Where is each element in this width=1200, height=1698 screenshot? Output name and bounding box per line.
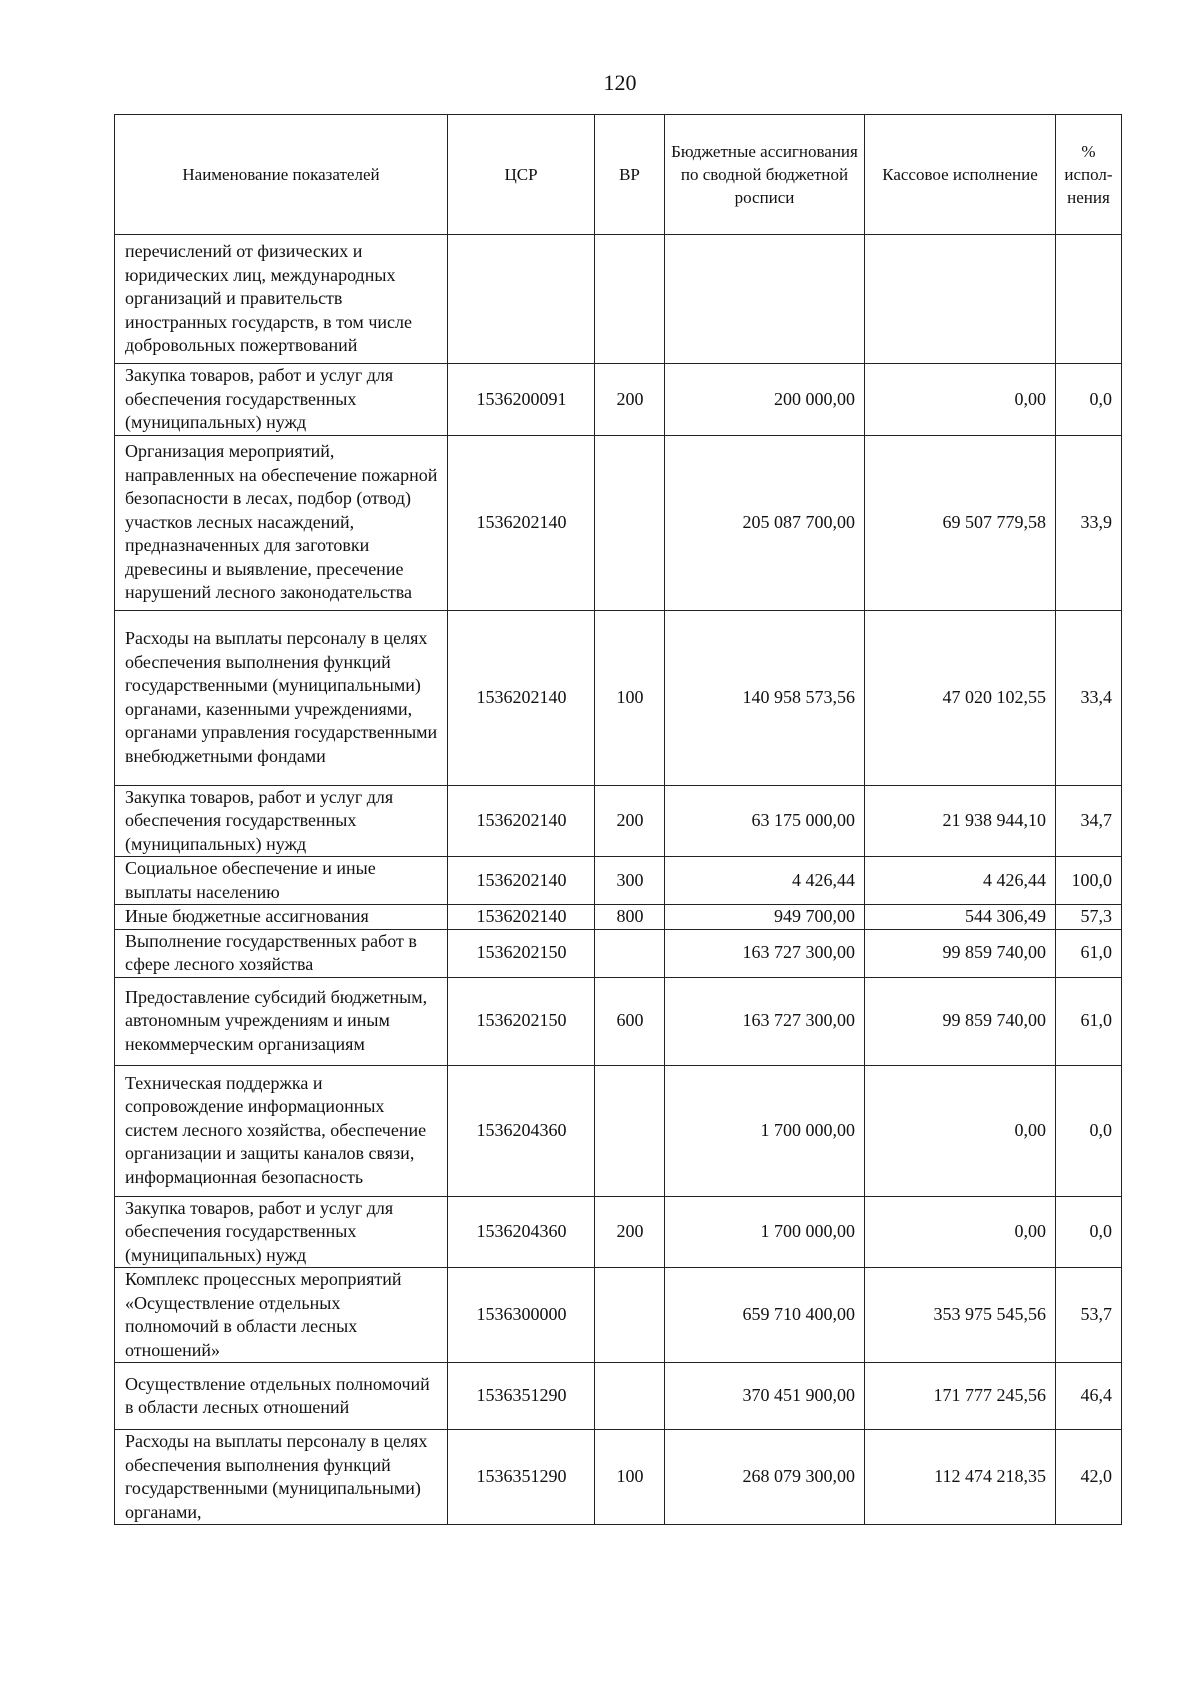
row-vr-cell [595, 1363, 665, 1430]
row-csr-cell: 1536351290 [448, 1363, 595, 1430]
row-name-cell: Осуществление отдельных полномочий в области лесных отношений [115, 1363, 448, 1430]
row-execution-cell: 21 938 944,10 [865, 785, 1056, 857]
row-vr-cell [595, 1065, 665, 1196]
header-csr: ЦСР [448, 115, 595, 235]
row-percent-cell: 42,0 [1056, 1430, 1122, 1525]
row-execution-cell: 353 975 545,56 [865, 1268, 1056, 1363]
table-row [115, 857, 1122, 905]
row-name-cell: Расходы на выплаты персоналу в целях обеспечения выполнения функций государственными (муниципальными) органами, [115, 1430, 448, 1525]
row-percent-cell: 33,4 [1056, 610, 1122, 785]
row-csr-cell: 1536200091 [448, 364, 595, 436]
row-percent-cell: 61,0 [1056, 977, 1122, 1065]
row-name-cell: Комплекс процессных мероприятий «Осуществление отдельных полномочий в области лесных отношений» [115, 1268, 448, 1363]
table-row [115, 364, 1122, 436]
row-csr-cell: 1536202140 [448, 785, 595, 857]
row-execution-cell: 0,00 [865, 1196, 1056, 1268]
row-name-cell: Расходы на выплаты персоналу в целях обеспечения выполнения функций государственными (муниципальными) органами, казенными учреждениями, органами управления государственными внебюджетными фондами [115, 610, 448, 785]
header-vr: ВР [595, 115, 665, 235]
row-execution-cell: 47 020 102,55 [865, 610, 1056, 785]
row-vr-cell: 200 [595, 785, 665, 857]
row-percent-cell: 57,3 [1056, 905, 1122, 930]
row-percent-cell: 61,0 [1056, 929, 1122, 977]
row-percent-cell: 100,0 [1056, 857, 1122, 905]
row-allocation-cell: 1 700 000,00 [665, 1065, 865, 1196]
page-number: 120 [603, 70, 637, 95]
row-execution-cell: 99 859 740,00 [865, 977, 1056, 1065]
header-execution: Кассовое исполнение [865, 115, 1056, 235]
table-row [115, 977, 1122, 1065]
row-vr-cell: 300 [595, 857, 665, 905]
row-allocation-cell: 63 175 000,00 [665, 785, 865, 857]
table-row [115, 610, 1122, 785]
table-row [115, 1363, 1122, 1430]
row-vr-cell [595, 1268, 665, 1363]
row-csr-cell: 1536300000 [448, 1268, 595, 1363]
row-vr-cell [595, 235, 665, 364]
row-percent-cell: 0,0 [1056, 364, 1122, 436]
row-allocation-cell: 205 087 700,00 [665, 435, 865, 610]
row-allocation-cell: 140 958 573,56 [665, 610, 865, 785]
row-vr-cell: 200 [595, 1196, 665, 1268]
row-vr-cell: 200 [595, 364, 665, 436]
row-name-cell: Техническая поддержка и сопровождение информационных систем лесного хозяйства, обеспечение организации и защиты каналов связи, информационная безопасность [115, 1065, 448, 1196]
header-allocations: Бюджетные ассигнования по сводной бюджетной росписи [665, 115, 865, 235]
row-execution-cell: 112 474 218,35 [865, 1430, 1056, 1525]
row-vr-cell: 100 [595, 1430, 665, 1525]
row-percent-cell [1056, 235, 1122, 364]
row-execution-cell: 99 859 740,00 [865, 929, 1056, 977]
row-name-cell: Социальное обеспечение и иные выплаты населению [115, 857, 448, 905]
table-header-row [115, 115, 1122, 235]
table-row [115, 929, 1122, 977]
row-execution-cell: 544 306,49 [865, 905, 1056, 930]
budget-execution-table [114, 114, 1122, 1525]
table-row [115, 1268, 1122, 1363]
row-csr-cell: 1536202140 [448, 905, 595, 930]
row-execution-cell [865, 235, 1056, 364]
row-name-cell: Иные бюджетные ассигнования [115, 905, 448, 930]
row-allocation-cell: 4 426,44 [665, 857, 865, 905]
table-row [115, 905, 1122, 930]
table-row [115, 1065, 1122, 1196]
row-csr-cell [448, 235, 595, 364]
row-allocation-cell: 200 000,00 [665, 364, 865, 436]
row-execution-cell: 0,00 [865, 1065, 1056, 1196]
table-row [115, 235, 1122, 364]
row-percent-cell: 0,0 [1056, 1196, 1122, 1268]
row-vr-cell [595, 435, 665, 610]
row-name-cell: Организация мероприятий, направленных на обеспечение пожарной безопасности в лесах, подбор (отвод) участков лесных насаждений, предназначенных для заготовки древесины и выявление, пресечение нарушений лесного законодательства [115, 435, 448, 610]
row-csr-cell: 1536204360 [448, 1196, 595, 1268]
row-vr-cell [595, 929, 665, 977]
row-percent-cell: 34,7 [1056, 785, 1122, 857]
header-name: Наименование показателей [115, 115, 448, 235]
row-csr-cell: 1536202150 [448, 977, 595, 1065]
row-execution-cell: 0,00 [865, 364, 1056, 436]
row-allocation-cell: 1 700 000,00 [665, 1196, 865, 1268]
row-allocation-cell: 370 451 900,00 [665, 1363, 865, 1430]
row-allocation-cell: 163 727 300,00 [665, 929, 865, 977]
row-percent-cell: 0,0 [1056, 1065, 1122, 1196]
header-percent: % испол-нения [1056, 115, 1122, 235]
row-csr-cell: 1536202140 [448, 610, 595, 785]
row-name-cell: Закупка товаров, работ и услуг для обеспечения государственных (муниципальных) нужд [115, 785, 448, 857]
row-percent-cell: 53,7 [1056, 1268, 1122, 1363]
row-percent-cell: 33,9 [1056, 435, 1122, 610]
row-name-cell: Предоставление субсидий бюджетным, автономным учреждениям и иным некоммерческим организациям [115, 977, 448, 1065]
row-csr-cell: 1536204360 [448, 1065, 595, 1196]
row-allocation-cell [665, 235, 865, 364]
row-name-cell: перечислений от физических и юридических лиц, международных организаций и правительств иностранных государств, в том числе добровольных пожертвований [115, 235, 448, 364]
row-vr-cell: 600 [595, 977, 665, 1065]
row-execution-cell: 4 426,44 [865, 857, 1056, 905]
row-execution-cell: 69 507 779,58 [865, 435, 1056, 610]
row-execution-cell: 171 777 245,56 [865, 1363, 1056, 1430]
row-vr-cell: 800 [595, 905, 665, 930]
row-csr-cell: 1536351290 [448, 1430, 595, 1525]
row-allocation-cell: 268 079 300,00 [665, 1430, 865, 1525]
row-allocation-cell: 163 727 300,00 [665, 977, 865, 1065]
table-row [115, 1430, 1122, 1525]
row-allocation-cell: 659 710 400,00 [665, 1268, 865, 1363]
table-body [115, 235, 1122, 1525]
row-vr-cell: 100 [595, 610, 665, 785]
row-name-cell: Закупка товаров, работ и услуг для обеспечения государственных (муниципальных) нужд [115, 1196, 448, 1268]
row-allocation-cell: 949 700,00 [665, 905, 865, 930]
row-name-cell: Выполнение государственных работ в сфере лесного хозяйства [115, 929, 448, 977]
row-csr-cell: 1536202140 [448, 857, 595, 905]
table-row [115, 435, 1122, 610]
row-csr-cell: 1536202140 [448, 435, 595, 610]
row-name-cell: Закупка товаров, работ и услуг для обеспечения государственных (муниципальных) нужд [115, 364, 448, 436]
table-row [115, 785, 1122, 857]
table-row [115, 1196, 1122, 1268]
row-percent-cell: 46,4 [1056, 1363, 1122, 1430]
row-csr-cell: 1536202150 [448, 929, 595, 977]
